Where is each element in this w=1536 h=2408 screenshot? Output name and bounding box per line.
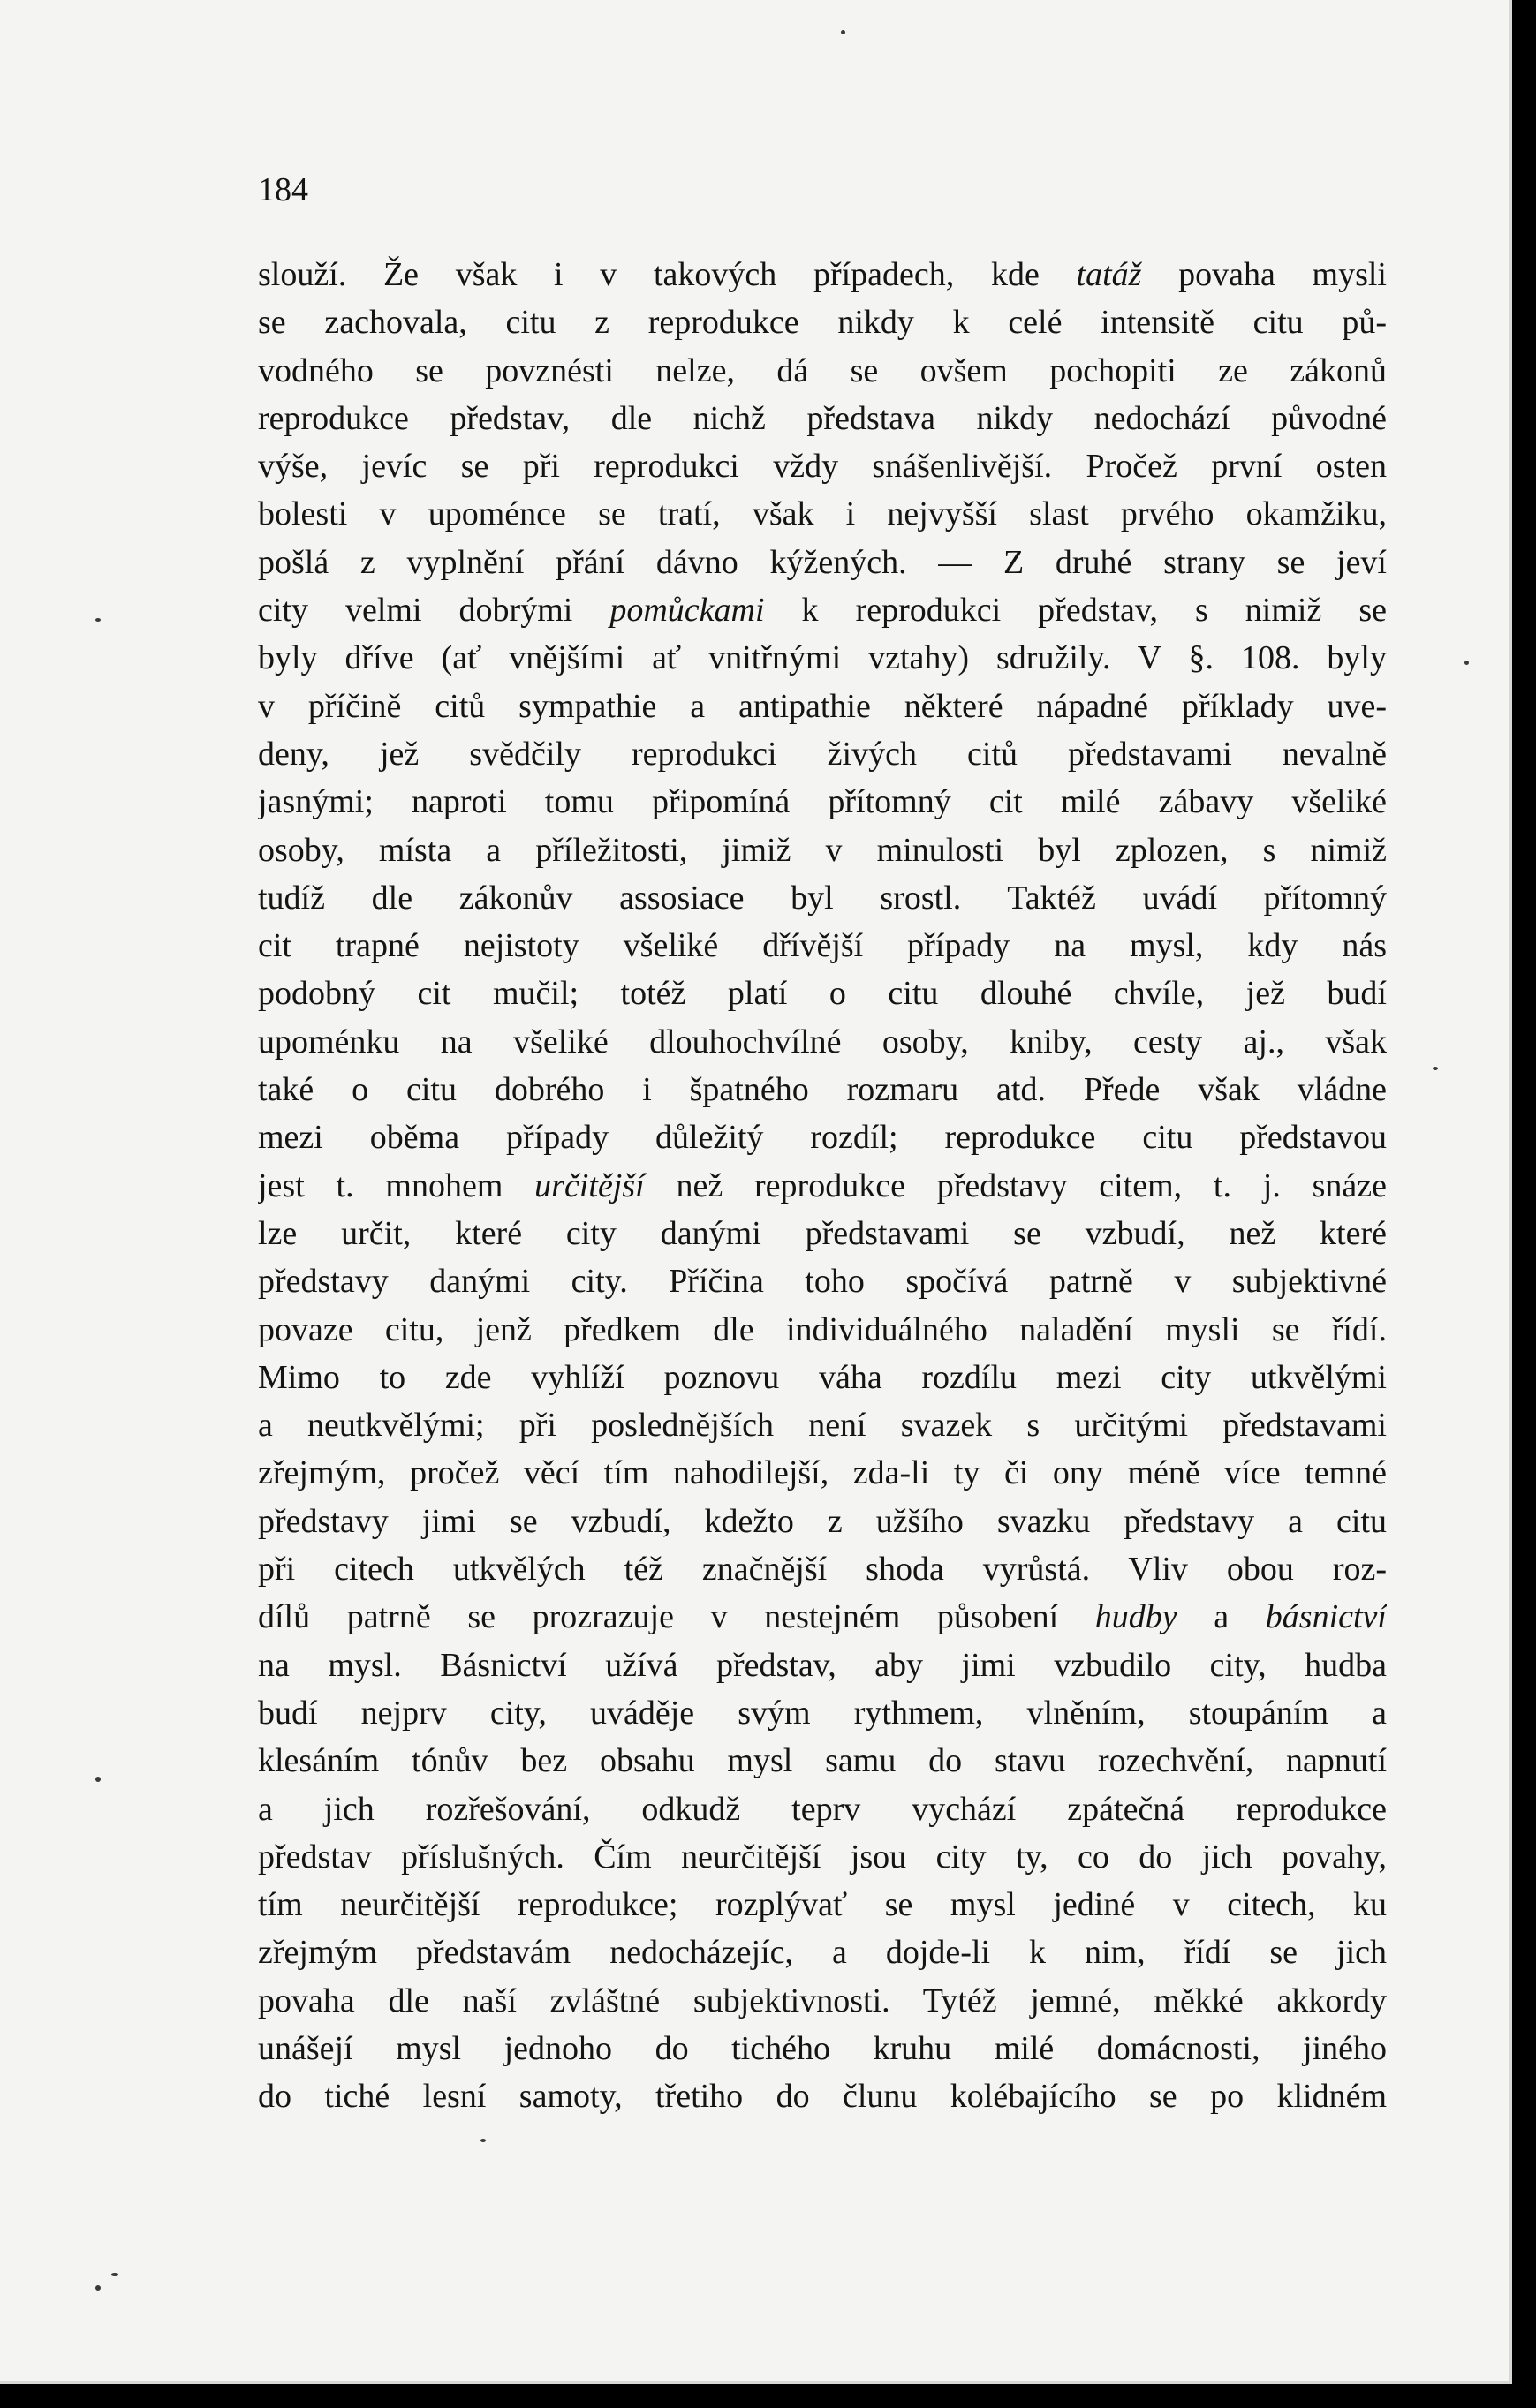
text-line — [258, 2025, 1387, 2072]
text-line — [258, 442, 1387, 490]
text-line — [258, 539, 1387, 586]
text-line — [258, 490, 1387, 538]
text-run: tím neurčitější reprodukce; rozplývať se mysl jediné v citech, ku — [258, 1886, 1387, 1924]
text-run: deny, jež svědčily reprodukci živých citů představami nevalně — [258, 735, 1387, 773]
scan-speck — [95, 2285, 101, 2291]
text-run: bolesti v upoménce se tratí, však i nejvyšší slast prvého okamžiku, — [258, 495, 1387, 533]
text-run: unášejí mysl jednoho do tichého kruhu milé domácnosti, jiného — [258, 2029, 1387, 2067]
text-line — [258, 1498, 1387, 1545]
italic-emphasis: pomůckami — [609, 592, 765, 630]
text-run: povaha dle naší zvláštné subjektivnosti. Tytéž jemné, měkké akkordy — [258, 1982, 1387, 2019]
text-run: výše, jevíc se při reprodukci vždy snášenlivější. Pročež první osten — [258, 448, 1387, 486]
text-line — [258, 298, 1387, 346]
text-run: také o citu dobrého i špatného rozmaru atd. Přede však vládne — [258, 1071, 1387, 1109]
text-line — [258, 827, 1387, 874]
text-line — [258, 730, 1387, 778]
text-line — [258, 1018, 1387, 1066]
text-run: představy jimi se vzbudí, kdežto z užšího svazku představy a citu — [258, 1502, 1387, 1540]
text-line — [258, 683, 1387, 730]
text-line — [258, 1401, 1387, 1449]
text-line — [258, 1881, 1387, 1929]
text-run: osoby, místa a příležitosti, jimiž v minulosti byl zplozen, s nimiž — [258, 831, 1387, 869]
text-run: city velmi dobrými — [258, 592, 610, 630]
text-run: se zachovala, citu z reprodukce nikdy k celé intensitě citu pů- — [258, 304, 1387, 342]
text-run: v příčině citů sympathie a antipathie některé nápadné příklady uve- — [258, 687, 1387, 725]
italic-emphasis: básnictví — [1265, 1598, 1387, 1636]
text-line — [258, 1162, 1387, 1210]
text-line — [258, 1593, 1387, 1641]
text-run: k reprodukci představ, s nimiž se — [764, 592, 1387, 630]
text-line — [258, 1737, 1387, 1785]
text-run: na mysl. Básnictví užívá představ, aby jimi vzbudilo city, hudba — [258, 1646, 1387, 1684]
text-line — [258, 1257, 1387, 1305]
text-line — [258, 1929, 1387, 1976]
text-line — [258, 1066, 1387, 1113]
page-number: 184 — [258, 171, 308, 208]
text-line — [258, 970, 1387, 1017]
text-line — [258, 634, 1387, 682]
text-run: tudíž dle zákonův assosiace byl srostl. Taktéž uvádí přítomný — [258, 879, 1387, 917]
scan-speck — [1433, 1067, 1438, 1070]
text-run: slouží. Že však i v takových případech, kde — [258, 256, 1077, 293]
text-line — [258, 1545, 1387, 1593]
text-line — [258, 1113, 1387, 1161]
text-run: a jich rozřešování, odkudž teprv vychází zpátečná reprodukce — [258, 1790, 1387, 1828]
text-run: reprodukce představ, dle nichž představa nikdy nedochází původné — [258, 399, 1387, 437]
text-run: zřejmým představám nedocházejíc, a dojde-li k nim, řídí se jich — [258, 1934, 1387, 1972]
scan-speck — [1464, 661, 1469, 665]
text-line — [258, 1306, 1387, 1354]
text-run: byly dříve (ať vnějšími ať vnitřnými vztahy) sdružily. V §. 108. byly — [258, 639, 1387, 677]
text-run: cit trapné nejistoty všeliké dřívější případy na mysl, kdy nás — [258, 927, 1387, 965]
text-run: a neutkvělými; při poslednějších není svazek s určitými představami — [258, 1407, 1387, 1445]
text-run: představy danými city. Příčina toho spočívá patrně v subjektivné — [258, 1263, 1387, 1301]
text-run: Mimo to zde vyhlíží poznovu váha rozdílu mezi city utkvělými — [258, 1358, 1387, 1396]
text-run: při citech utkvělých též značnější shoda vyrůstá. Vliv obou roz- — [258, 1551, 1387, 1589]
text-line — [258, 395, 1387, 442]
text-run: povaha mysli — [1141, 256, 1387, 293]
italic-emphasis: určitější — [534, 1166, 645, 1204]
text-run: podobný cit mučil; totéž platí o citu dlouhé chvíle, jež budí — [258, 975, 1387, 1013]
text-line — [258, 586, 1387, 634]
text-line — [258, 1210, 1387, 1257]
text-run: upoménku na všeliké dlouhochvílné osoby, kniby, cesty aj., však — [258, 1023, 1387, 1061]
text-line — [258, 1977, 1387, 2025]
text-run: budí nejprv city, uváděje svým rythmem, vlněním, stoupáním a — [258, 1694, 1387, 1732]
italic-emphasis: tatáž — [1076, 256, 1142, 293]
text-run: zřejmým, pročež věcí tím nahodilejší, zda-li ty či ony méně více temné — [258, 1454, 1387, 1492]
text-line — [258, 1449, 1387, 1497]
text-line — [258, 874, 1387, 922]
text-run: mezi oběma případy důležitý rozdíl; reprodukce citu představou — [258, 1119, 1387, 1157]
text-run: vodného se povznésti nelze, dá se ovšem pochopiti ze zákonů — [258, 351, 1387, 389]
body-text — [258, 251, 1387, 2121]
text-line — [258, 1354, 1387, 1401]
text-line — [258, 2072, 1387, 2120]
text-run: představ příslušných. Čím neurčitější jsou city ty, co do jich povahy, — [258, 1838, 1387, 1876]
scan-speck — [111, 2273, 118, 2276]
text-line — [258, 778, 1387, 826]
scan-speck — [95, 618, 101, 622]
italic-emphasis: hudby — [1094, 1598, 1177, 1636]
text-run: a — [1177, 1598, 1266, 1636]
scan-speck — [95, 1777, 101, 1782]
text-line — [258, 1689, 1387, 1737]
text-run: dílů patrně se prozrazuje v nestejném působení — [258, 1598, 1095, 1636]
text-run: než reprodukce představy citem, t. j. snáze — [644, 1166, 1387, 1204]
text-line — [258, 1642, 1387, 1689]
text-run: pošlá z vyplnění přání dávno kýžených. — Z druhé strany se jeví — [258, 543, 1387, 581]
text-run: klesáním tónův bez obsahu mysl samu do stavu rozechvění, napnutí — [258, 1742, 1387, 1780]
text-run: povaze citu, jenž předkem dle individuálného naladění mysli se řídí. — [258, 1310, 1387, 1348]
text-run: do tiché lesní samoty, třetiho do člunu kolébajícího se po klidném — [258, 2078, 1387, 2116]
text-run: lze určit, které city danými představami se vzbudí, než které — [258, 1214, 1387, 1252]
text-run: jest t. mnohem — [258, 1166, 535, 1204]
text-line — [258, 1833, 1387, 1881]
text-line — [258, 1785, 1387, 1833]
scan-speck — [480, 2139, 486, 2142]
text-line — [258, 922, 1387, 970]
text-line — [258, 251, 1387, 298]
text-line — [258, 347, 1387, 395]
scan-speck — [841, 30, 845, 34]
text-run: jasnými; naproti tomu připomíná přítomný cit milé zábavy všeliké — [258, 783, 1387, 821]
